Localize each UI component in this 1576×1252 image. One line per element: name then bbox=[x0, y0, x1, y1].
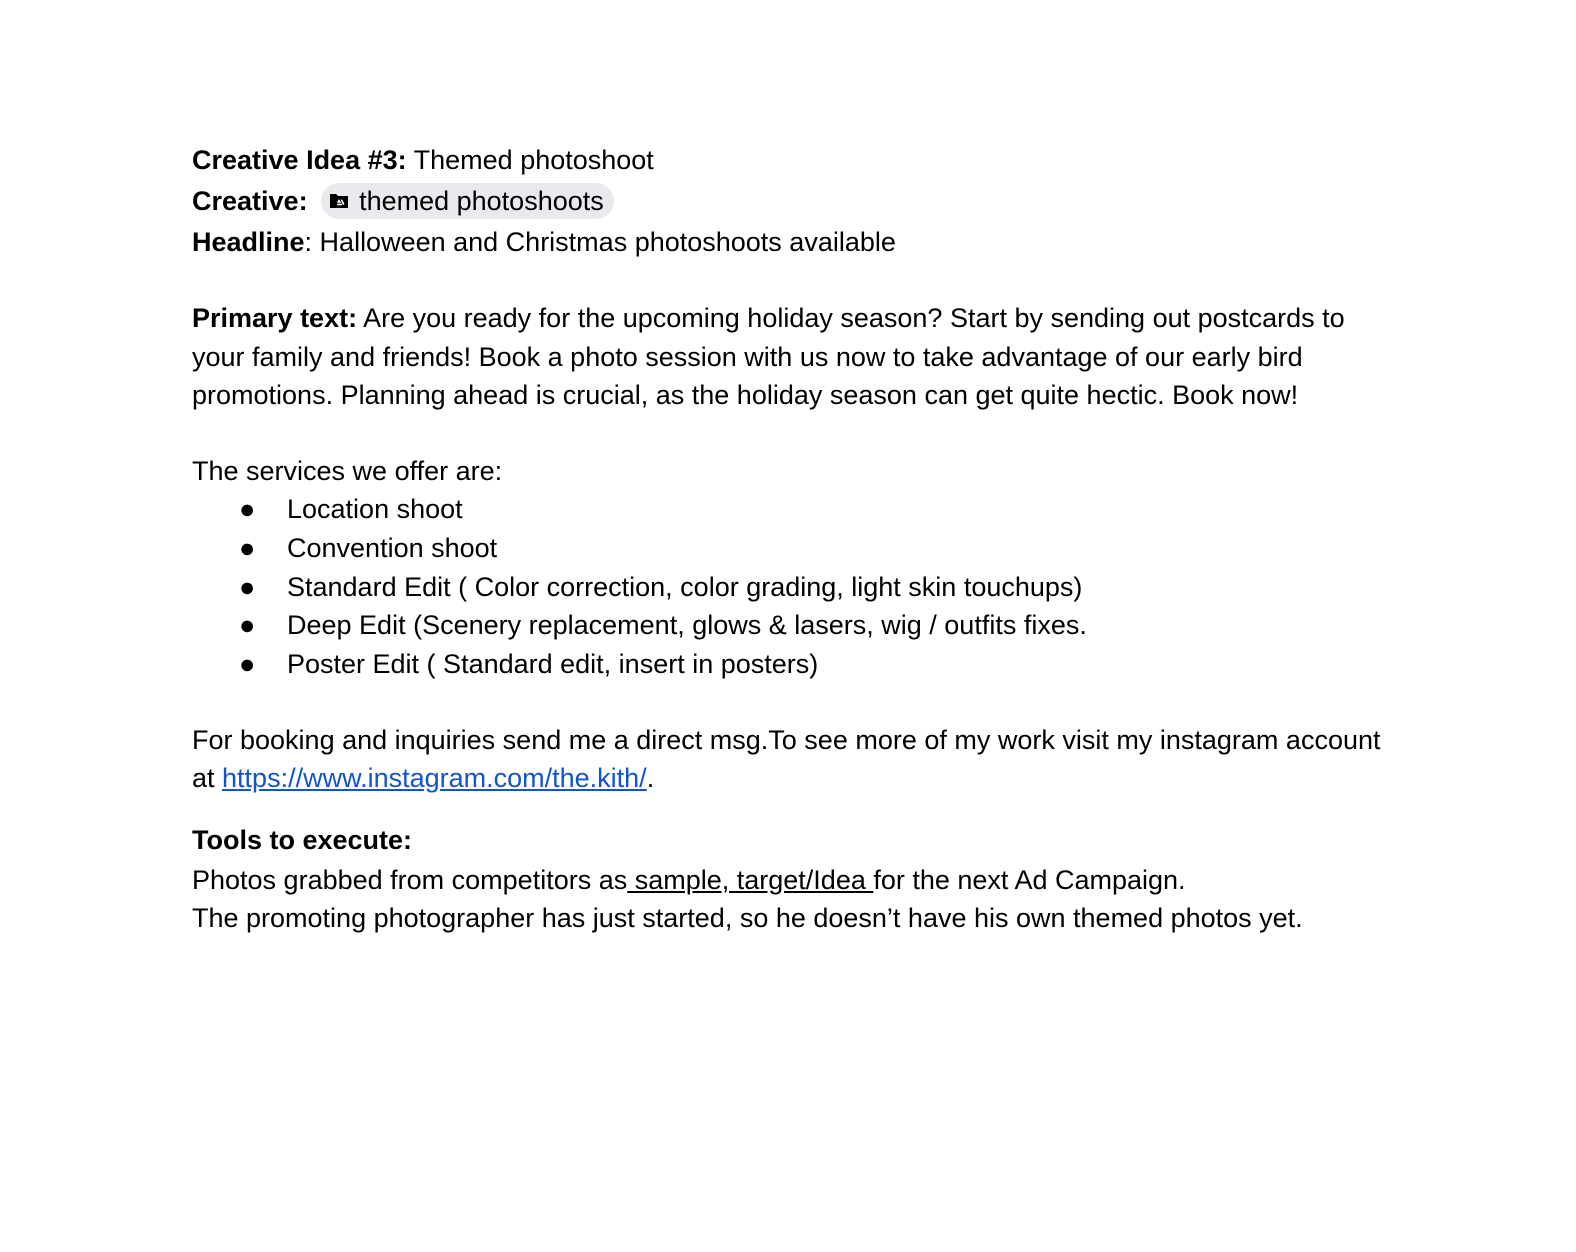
list-item bbox=[192, 529, 1402, 568]
tools-heading bbox=[192, 820, 1402, 861]
tools-line1-start: Photos grabbed from competitors as bbox=[192, 864, 628, 895]
spacer bbox=[192, 684, 1402, 721]
service-label: Location shoot bbox=[287, 494, 463, 524]
tools-paragraph bbox=[192, 861, 1402, 938]
tools-line2: The promoting photographer has just started, so he doesn’t have his own themed photos yet. bbox=[192, 903, 1303, 934]
bullet-icon: ● bbox=[239, 649, 256, 679]
creative-idea-label: Creative Idea #3: bbox=[192, 145, 407, 175]
spacer bbox=[192, 798, 1402, 820]
service-label: Poster Edit ( Standard edit, insert in posters) bbox=[287, 649, 819, 679]
list-item bbox=[192, 568, 1402, 607]
instagram-link[interactable]: https://www.instagram.com/the.kith/ bbox=[222, 763, 647, 794]
service-label: Convention shoot bbox=[287, 532, 498, 563]
tools-line1-underlined: sample, target/Idea bbox=[627, 864, 874, 895]
booking-period: . bbox=[646, 763, 655, 794]
document-page bbox=[192, 140, 1402, 938]
creative-line bbox=[192, 181, 1402, 222]
primary-text-paragraph bbox=[192, 299, 1402, 415]
booking-paragraph bbox=[192, 721, 1402, 798]
spacer bbox=[192, 263, 1402, 299]
creative-label: Creative: bbox=[192, 186, 308, 216]
primary-text-body: Are you ready for the upcoming holiday season? Start by sending out postcards to your family and friends! Book a photo session with us now to take advantage of our early bird promotions. Planning ahead is crucial, as the holiday season can get quite hectic. Book now! bbox=[192, 303, 1345, 410]
creative-chip-label: themed photoshoots bbox=[359, 185, 604, 216]
headline-line bbox=[192, 222, 1402, 263]
services-intro: The services we offer are: bbox=[192, 455, 503, 486]
bullet-icon: ● bbox=[239, 610, 256, 641]
list-item bbox=[192, 490, 1402, 529]
primary-text-label: Primary text: bbox=[192, 303, 358, 333]
headline-label: Headline bbox=[192, 227, 305, 257]
list-item bbox=[192, 606, 1402, 645]
creative-idea-line bbox=[192, 140, 1402, 181]
services-list bbox=[192, 490, 1402, 684]
headline-value: : Halloween and Christmas photoshoots available bbox=[304, 227, 896, 257]
bullet-icon: ● bbox=[239, 494, 256, 524]
list-item bbox=[192, 645, 1402, 684]
creative-file-chip[interactable] bbox=[321, 183, 614, 219]
service-label: Standard Edit ( Color correction, color grading, light skin touchups) bbox=[287, 571, 1083, 602]
bullet-icon: ● bbox=[239, 571, 256, 602]
drive-folder-icon bbox=[329, 191, 349, 211]
service-label: Deep Edit (Scenery replacement, glows & lasers, wig / outfits fixes. bbox=[287, 610, 1087, 641]
bullet-icon: ● bbox=[239, 532, 256, 563]
tools-line1-end: for the next Ad Campaign. bbox=[873, 864, 1186, 895]
tools-title: Tools to execute: bbox=[192, 824, 413, 855]
spacer bbox=[192, 415, 1402, 452]
creative-idea-value: Themed photoshoot bbox=[406, 145, 654, 175]
booking-text: For booking and inquiries send me a direct msg.To see more of my work visit my instagram account at bbox=[192, 724, 1381, 794]
